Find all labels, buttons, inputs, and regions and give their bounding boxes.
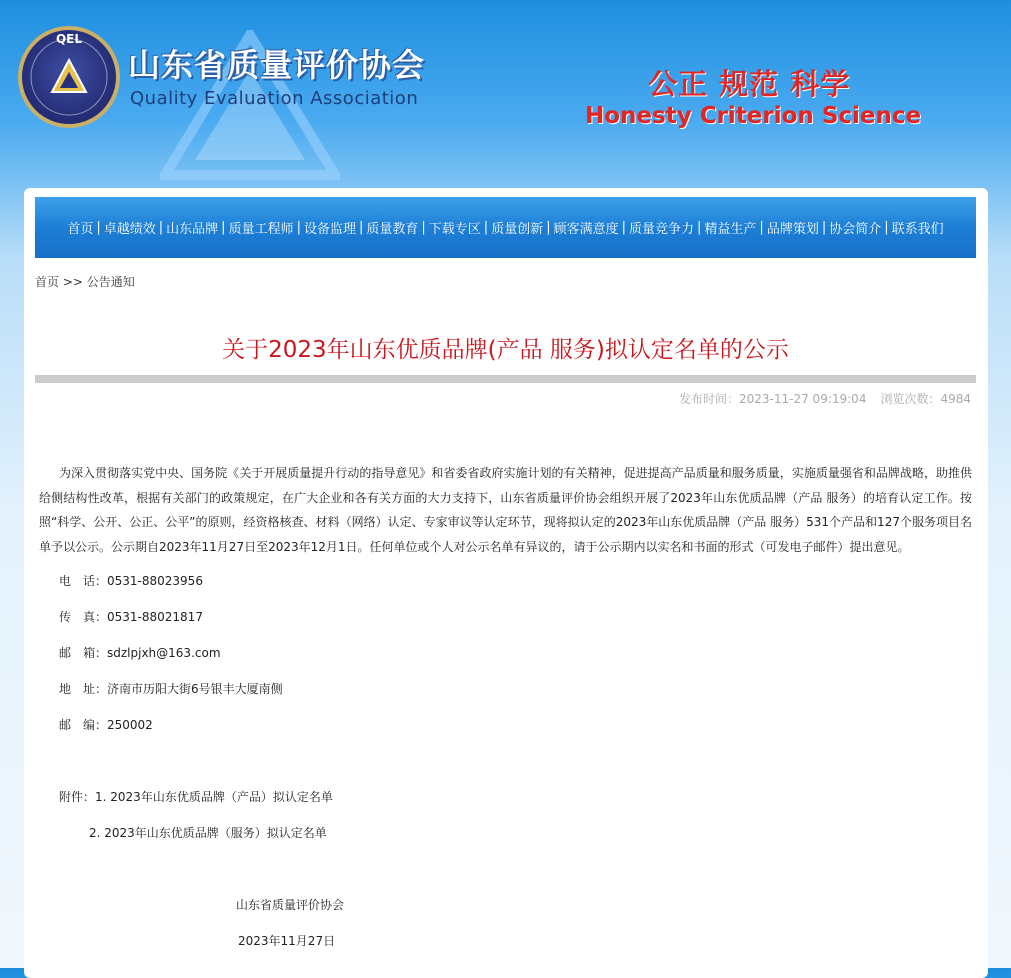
nav-separator: | bbox=[96, 220, 101, 235]
attachment-link-services[interactable]: 2. 2023年山东优质品牌（服务）拟认定名单 bbox=[89, 826, 327, 840]
nav-item-about[interactable]: 协会简介 bbox=[829, 222, 882, 237]
signature-org: 山东省质量评价协会 bbox=[236, 898, 345, 912]
contact-postcode: 邮 编：250002 bbox=[59, 718, 153, 732]
nav-item-equipment-supervision[interactable]: 设备监理 bbox=[303, 222, 356, 237]
nav-item-quality-innovation[interactable]: 质量创新 bbox=[491, 222, 544, 237]
nav-separator: | bbox=[697, 220, 702, 235]
nav-item-quality-engineer[interactable]: 质量工程师 bbox=[228, 222, 294, 237]
signature-date: 2023年11月27日 bbox=[238, 934, 336, 948]
contact-email: 邮 箱：sdzlpjxh@163.com bbox=[59, 646, 221, 660]
nav-item-quality-competitiveness[interactable]: 质量竞争力 bbox=[629, 222, 695, 237]
breadcrumb bbox=[35, 273, 135, 290]
contact-address: 地 址：济南市历阳大街6号银丰大厦南侧 bbox=[59, 682, 283, 696]
title-divider bbox=[35, 375, 976, 383]
article-meta bbox=[679, 390, 971, 407]
nav-separator: | bbox=[296, 220, 301, 235]
nav-separator: | bbox=[759, 220, 764, 235]
nav-separator: | bbox=[158, 220, 164, 235]
nav-item-lean-production[interactable]: 精益生产 bbox=[704, 222, 757, 237]
site-header bbox=[0, 0, 1011, 190]
nav-item-excellence[interactable]: 卓越绩效 bbox=[103, 222, 156, 237]
attachment-row-1 bbox=[59, 788, 333, 805]
attachment-link-products[interactable]: 1. 2023年山东优质品牌（产品）拟认定名单 bbox=[95, 790, 333, 804]
nav-separator: | bbox=[821, 220, 827, 235]
org-name-en: Quality Evaluation Association bbox=[130, 88, 419, 109]
nav-separator: | bbox=[421, 220, 426, 235]
nav-item-brand-planning[interactable]: 品牌策划 bbox=[766, 222, 819, 237]
nav-item-contact[interactable]: 联系我们 bbox=[891, 222, 944, 237]
badge-text: QEL bbox=[55, 32, 83, 46]
nav-separator: | bbox=[221, 220, 226, 235]
nav-separator: | bbox=[884, 220, 889, 235]
qel-logo-badge[interactable] bbox=[18, 26, 120, 128]
attachment-label: 附件： bbox=[59, 790, 96, 804]
nav-item-downloads[interactable]: 下载专区 bbox=[428, 222, 481, 237]
nav-item-quality-education[interactable]: 质量教育 bbox=[366, 222, 419, 237]
nav-item-customer-satisfaction[interactable]: 顾客满意度 bbox=[553, 222, 619, 237]
nav-separator: | bbox=[358, 220, 364, 235]
slogan-en: Honesty Criterion Science bbox=[585, 103, 922, 129]
breadcrumb-home[interactable]: 首页 bbox=[35, 275, 60, 289]
org-name-cn: 山东省质量评价协会 bbox=[128, 46, 426, 84]
article-title: 关于2023年山东优质品牌(产品 服务)拟认定名单的公示 bbox=[222, 337, 789, 363]
nav-separator: | bbox=[483, 220, 489, 235]
contact-fax: 传 真：0531-88021817 bbox=[59, 610, 203, 624]
slogan-cn: 公正 规范 科学 bbox=[648, 67, 851, 101]
view-count: 浏览次数：4984 bbox=[880, 392, 971, 406]
contact-phone: 电 话：0531-88023956 bbox=[59, 574, 203, 588]
main-nav bbox=[35, 197, 976, 258]
breadcrumb-current[interactable]: 公告通知 bbox=[86, 275, 135, 289]
triangle-icon bbox=[50, 58, 88, 96]
article-paragraph: 为深入贯彻落实党中央、国务院《关于开展质量提升行动的指导意见》和省委省政府实施计划的有关精神，促进提高产品质量和服务质量，实施质量强省和品牌战略，助推供给侧结构性改革，根据有关部门的政策规定，在广大企业和各有关方面的大力支持下，山东省质量评价协会组织开展了2023年山东优质品牌（产品 服务）的培育认定工作。按照“科学、公开、公正、公平”的原则，经资格核查、材料（网络）认定、专家审议等认定环节，现将拟认定的2023年山东优质品牌（产品 服务）531个产品和127个服务项目名单予以公示。公示期自2023年11月27日至2023年12月1日。任何单位或个人对公示名单有异议的，请于公示期内以实名和书面的形式（可发电子邮件）提出意见。 bbox=[39, 466, 972, 554]
nav-separator: | bbox=[546, 220, 551, 235]
nav-item-home[interactable]: 首页 bbox=[67, 222, 94, 237]
nav-item-shandong-brand[interactable]: 山东品牌 bbox=[166, 222, 219, 237]
nav-separator: | bbox=[621, 220, 626, 235]
breadcrumb-arrow: >> bbox=[62, 275, 83, 289]
publish-time: 发布时间：2023-11-27 09:19:04 bbox=[679, 392, 867, 406]
attachment-row-2 bbox=[89, 824, 327, 841]
